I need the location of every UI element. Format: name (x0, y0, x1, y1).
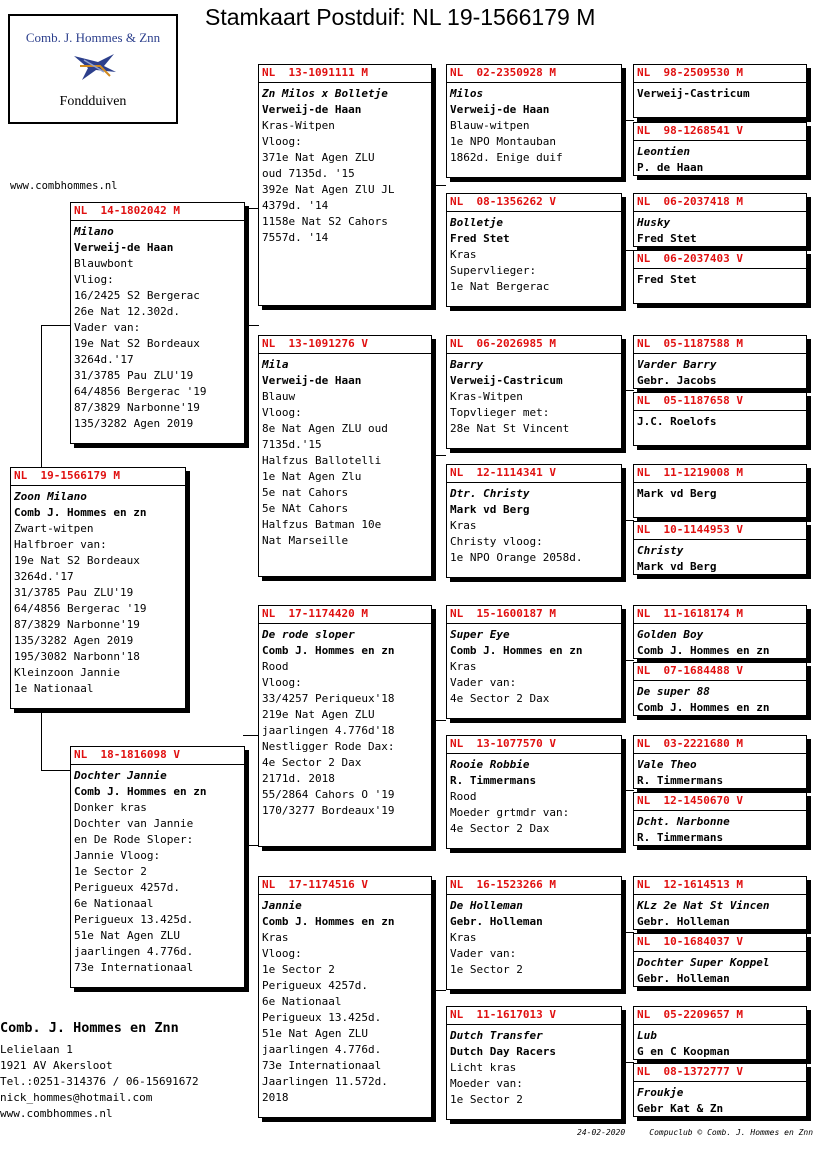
bird-info-line: Perigueux 4257d. (74, 881, 180, 894)
bird-info-line: 7135d.'15 (262, 438, 322, 451)
pedigree-great-grandparent[interactable] (446, 735, 622, 849)
pedigree-gg-grandparent[interactable] (633, 392, 807, 446)
bird-owner: Gebr. Holleman (637, 972, 730, 985)
bird-info-line: 19e Nat S2 Bordeaux (74, 337, 200, 350)
pedigree-gg-grandparent[interactable] (633, 1063, 807, 1117)
bird-info-line: 31/3785 Pau ZLU'19 (74, 369, 194, 382)
connector-line (41, 710, 42, 770)
pedigree-great-grandparent[interactable] (446, 605, 622, 719)
bird-info-line: 1e Sector 2 (262, 963, 335, 976)
pedigree-gg-grandparent[interactable] (633, 1006, 807, 1060)
bird-name: Varder Barry (637, 358, 717, 371)
bird-info-line: 16/2425 S2 Bergerac (74, 289, 200, 302)
bird-name: Vale Theo (637, 758, 697, 771)
address-line: 1921 AV Akersloot (0, 1059, 113, 1072)
bird-name: Dochter Jannie (74, 769, 167, 782)
ring-number: NL 14-1802042 M (71, 203, 244, 221)
bird-owner: Comb J. Hommes en zn (262, 644, 395, 657)
connector-line (41, 325, 42, 470)
bird-name: De rode sloper (262, 628, 355, 641)
bird-owner: G en C Koopman (637, 1045, 730, 1058)
pedigree-gg-grandparent[interactable] (633, 122, 807, 176)
bird-name: Dcht. Narbonne (637, 815, 730, 828)
pedigree-gg-grandparent[interactable] (633, 521, 807, 575)
ring-number: NL 07-1684488 V (634, 663, 806, 681)
ring-number: NL 13-1091111 M (259, 65, 431, 83)
bird-info-line: 4e Sector 2 Dax (450, 822, 550, 835)
bird-info-line: 5e nat Cahors (262, 486, 349, 499)
bird-info-line: 1e Nationaal (14, 682, 94, 695)
pedigree-gg-grandparent[interactable] (633, 662, 807, 716)
bird-info-line: 19e Nat S2 Bordeaux (14, 554, 140, 567)
pedigree-main-bird[interactable] (10, 467, 186, 709)
bird-info-line: Zwart-witpen (14, 522, 94, 535)
owner-name: Comb. J. Hommes en Znn (0, 1020, 179, 1036)
connector-line (620, 520, 634, 521)
bird-info-line: Vader van: (74, 321, 141, 334)
connector-line (430, 185, 446, 186)
ring-number: NL 11-1618174 M (634, 606, 806, 624)
bird-info-line: Donker kras (74, 801, 147, 814)
bird-info-line: 8e Nat Agen ZLU oud (262, 422, 388, 435)
bird-info-line: 1e Sector 2 (450, 963, 523, 976)
bird-info-line: 6e Nationaal (74, 897, 154, 910)
connector-line (41, 770, 71, 771)
bird-info-line: Kras (450, 519, 477, 532)
bird-info-line: en De Rode Sloper: (74, 833, 194, 846)
bird-info-line: jaarlingen 4.776d. (74, 945, 194, 958)
bird-info-line: 4379d. '14 (262, 199, 329, 212)
ring-number: NL 06-2037403 V (634, 251, 806, 269)
connector-line (430, 720, 446, 721)
bird-owner: Verweij-de Haan (262, 374, 362, 387)
bird-info-line: Vloog: (262, 135, 302, 148)
ring-number: NL 08-1372777 V (634, 1064, 806, 1082)
bird-name: Zoon Milano (14, 490, 87, 503)
bird-info-line: 64/4856 Bergerac '19 (14, 602, 147, 615)
bird-info-line: 2171d. 2018 (262, 772, 335, 785)
connector-line (41, 325, 71, 326)
ring-number: NL 05-1187588 M (634, 336, 806, 354)
bird-name: Husky (637, 216, 671, 229)
bird-info-line: 1158e Nat S2 Cahors (262, 215, 388, 228)
bird-info-line: 1e Sector 2 (450, 1093, 523, 1106)
pedigree-grandfather-maternal[interactable] (258, 605, 432, 847)
bird-owner: Fred Stet (450, 232, 510, 245)
ring-number: NL 12-1450670 V (634, 793, 806, 811)
bird-info-line: Kras-Witpen (262, 119, 335, 132)
bird-name: Leontien (637, 145, 690, 158)
bird-info-line: Kras-Witpen (450, 390, 523, 403)
bird-info-line: 3264d.'17 (74, 353, 134, 366)
ring-number: NL 11-1617013 V (447, 1007, 621, 1025)
bird-name: Rooie Robbie (450, 758, 530, 771)
credit: Compuclub © Comb. J. Hommes en Znn (649, 1128, 814, 1137)
bird-info-line: Rood (450, 790, 477, 803)
bird-info-line: 1862d. Enige duif (450, 151, 563, 164)
pedigree-gg-grandparent[interactable] (633, 64, 807, 118)
connector-line (243, 325, 259, 326)
bird-info-line: Nestligger Rode Dax: (262, 740, 395, 753)
connector-line (430, 990, 446, 991)
bird-info-line: Kras (450, 248, 477, 261)
ring-number: NL 15-1600187 M (447, 606, 621, 624)
ring-number: NL 12-1614513 M (634, 877, 806, 895)
ring-number: NL 10-1684037 V (634, 934, 806, 952)
bird-name: Bolletje (450, 216, 503, 229)
bird-info-line: 4e Sector 2 Dax (450, 692, 550, 705)
bird-info-line: Vader van: (450, 947, 517, 960)
bird-info-line: Moeder grtmdr van: (450, 806, 570, 819)
bird-info-line: 371e Nat Agen ZLU (262, 151, 375, 164)
bird-info-line: 1e Sector 2 (74, 865, 147, 878)
bird-info-line: Vloog: (262, 406, 302, 419)
pedigree-gg-grandparent[interactable] (633, 464, 807, 518)
ring-number: NL 11-1219008 M (634, 465, 806, 483)
bird-info-line: Nat Marseille (262, 534, 349, 547)
connector-line (243, 735, 259, 736)
bird-info-line: 135/3282 Agen 2019 (14, 634, 134, 647)
bird-owner: Comb J. Hommes en zn (262, 915, 395, 928)
page-title: Stamkaart Postduif: NL 19-1566179 M (205, 4, 596, 30)
bird-owner: Verweij-Castricum (450, 374, 563, 387)
bird-name: Milano (74, 225, 114, 238)
ring-number: NL 98-2509530 M (634, 65, 806, 83)
bird-info-line: Halfbroer van: (14, 538, 107, 551)
connector-line (620, 120, 634, 121)
pedigree-gg-grandparent[interactable] (633, 876, 807, 930)
bird-info-line: 6e Nationaal (262, 995, 342, 1008)
bird-owner: Dutch Day Racers (450, 1045, 556, 1058)
pedigree-grandmother-maternal[interactable] (258, 876, 432, 1118)
pedigree-gg-grandparent[interactable] (633, 193, 807, 247)
bird-info-line: 33/4257 Periqueux'18 (262, 692, 395, 705)
bird-info-line: 87/3829 Narbonne'19 (74, 401, 200, 414)
pedigree-father[interactable] (70, 202, 245, 444)
bird-info-line: Perigueux 4257d. (262, 979, 368, 992)
bird-owner: J.C. Roelofs (637, 415, 717, 428)
bird-info-line: Christy vloog: (450, 535, 543, 548)
ring-number: NL 03-2221680 M (634, 736, 806, 754)
bird-info-line: 5e NAt Cahors (262, 502, 349, 515)
ring-number: NL 02-2350928 M (447, 65, 621, 83)
bird-info-line: Vliog: (74, 273, 114, 286)
bird-name: De super 88 (637, 685, 710, 698)
bird-info-line: 2018 (262, 1091, 289, 1104)
ring-number: NL 18-1816098 V (71, 747, 244, 765)
bird-name: Zn Milos x Bolletje (262, 87, 388, 100)
bird-info-line: Jannie Vloog: (74, 849, 161, 862)
bird-info-line: 28e Nat St Vincent (450, 422, 570, 435)
connector-line (243, 845, 259, 846)
bird-info-line: Kras (262, 931, 289, 944)
pedigree-gg-grandparent[interactable] (633, 735, 807, 789)
bird-info-line: 55/2864 Cahors O '19 (262, 788, 395, 801)
bird-info-line: 64/4856 Bergerac '19 (74, 385, 207, 398)
bird-owner: Gebr. Holleman (450, 915, 543, 928)
connector-line (620, 660, 634, 661)
bird-info-line: Moeder van: (450, 1077, 523, 1090)
bird-info-line: 7557d. '14 (262, 231, 329, 244)
bird-info-line: jaarlingen 4.776d. (262, 1043, 382, 1056)
bird-name: Golden Boy (637, 628, 704, 641)
bird-info-line: Vloog: (262, 676, 302, 689)
ring-number: NL 05-1187658 V (634, 393, 806, 411)
bird-info-line: 3264d.'17 (14, 570, 74, 583)
pedigree-grandfather-paternal[interactable] (258, 64, 432, 306)
bird-owner: Comb J. Hommes en zn (637, 644, 770, 657)
bird-name: De Holleman (450, 899, 523, 912)
bird-info-line: 51e Nat Agen ZLU (74, 929, 180, 942)
bird-owner: Verweij-de Haan (450, 103, 550, 116)
bird-owner: Mark vd Berg (637, 487, 717, 500)
bird-info-line: Halfzus Batman 10e (262, 518, 382, 531)
contact-block (0, 1020, 199, 1122)
connector-line (620, 1062, 634, 1063)
bird-owner: Verweij-de Haan (262, 103, 362, 116)
bird-name: Super Eye (450, 628, 510, 641)
connector-line (620, 390, 634, 391)
bird-info-line: 26e Nat 12.302d. (74, 305, 180, 318)
ring-number: NL 10-1144953 V (634, 522, 806, 540)
bird-name: Dutch Transfer (450, 1029, 543, 1042)
connector-line (620, 790, 634, 791)
bird-info-line: 87/3829 Narbonne'19 (14, 618, 140, 631)
bird-info-line: Blauw-witpen (450, 119, 530, 132)
ring-number: NL 06-2037418 M (634, 194, 806, 212)
pedigree-gg-grandparent[interactable] (633, 335, 807, 389)
bird-name: Lub (637, 1029, 657, 1042)
email[interactable]: nick_hommes@hotmail.com (0, 1091, 153, 1104)
phone: Tel.:0251-314376 / 06-15691672 (0, 1075, 199, 1088)
bird-info-line: 73e Internationaal (262, 1059, 382, 1072)
connector-line (430, 455, 446, 456)
bird-info-line: Blauw (262, 390, 296, 403)
bird-owner: Comb J. Hommes en zn (74, 785, 207, 798)
bird-owner: Verweij-de Haan (74, 241, 174, 254)
bird-owner: Fred Stet (637, 232, 697, 245)
bird-owner: Comb J. Hommes en zn (637, 701, 770, 714)
bird-info-line: Blauwbont (74, 257, 134, 270)
pedigree-great-grandparent[interactable] (446, 193, 622, 307)
bird-info-line: 1e NPO Orange 2058d. (450, 551, 583, 564)
bird-info-line: jaarlingen 4.776d'18 (262, 724, 395, 737)
bird-owner: Comb J. Hommes en zn (14, 506, 147, 519)
bird-owner: Gebr. Jacobs (637, 374, 717, 387)
bird-info-line: 4e Sector 2 Dax (262, 756, 362, 769)
pedigree-great-grandparent[interactable] (446, 1006, 622, 1120)
bird-name: Froukje (637, 1086, 684, 1099)
connector-line (243, 208, 259, 209)
pedigree-gg-grandparent[interactable] (633, 605, 807, 659)
website[interactable]: www.combhommes.nl (0, 1107, 113, 1120)
pedigree-grandmother-paternal[interactable] (258, 335, 432, 577)
bird-name: KLz 2e Nat St Vincen (637, 899, 770, 912)
ring-number: NL 12-1114341 V (447, 465, 621, 483)
logo (8, 14, 178, 124)
bird-name: Christy (637, 544, 684, 557)
address-line: Lelielaan 1 (0, 1043, 73, 1056)
bird-info-line: Rood (262, 660, 289, 673)
bird-info-line: 73e Internationaal (74, 961, 194, 974)
ring-number: NL 08-1356262 V (447, 194, 621, 212)
bird-info-line: Kleinzoon Jannie (14, 666, 120, 679)
bird-owner: Mark vd Berg (450, 503, 530, 516)
bird-name: Dtr. Christy (450, 487, 530, 500)
bird-name: Jannie (262, 899, 302, 912)
ring-number: NL 16-1523266 M (447, 877, 621, 895)
bird-info-line: Licht kras (450, 1061, 517, 1074)
bird-info-line: Vloog: (262, 947, 302, 960)
ring-number: NL 13-1091276 V (259, 336, 431, 354)
bird-info-line: 195/3082 Narbonn'18 (14, 650, 140, 663)
bird-info-line: Kras (450, 660, 477, 673)
ring-number: NL 17-1174420 M (259, 606, 431, 624)
bird-owner: Fred Stet (637, 273, 697, 286)
bird-name: Dochter Super Koppel (637, 956, 770, 969)
bird-name: Milos (450, 87, 484, 100)
website-top: www.combhommes.nl (10, 180, 118, 192)
bird-info-line: 51e Nat Agen ZLU (262, 1027, 368, 1040)
ring-number: NL 13-1077570 V (447, 736, 621, 754)
bird-info-line: 1e Nat Bergerac (450, 280, 550, 293)
ring-number: NL 98-1268541 V (634, 123, 806, 141)
bird-name: Barry (450, 358, 484, 371)
ring-number: NL 19-1566179 M (11, 468, 185, 486)
bird-info-line: Topvlieger met: (450, 406, 550, 419)
logo-line1: Comb. J. Hommes & Znn (25, 30, 161, 45)
bird-info-line: 392e Nat Agen ZlU JL (262, 183, 395, 196)
bird-info-line: 1e Nat Agen Zlu (262, 470, 362, 483)
pedigree-mother[interactable] (70, 746, 245, 988)
pedigree-gg-grandparent[interactable] (633, 933, 807, 987)
pedigree-gg-grandparent[interactable] (633, 792, 807, 846)
bird-info-line: Jaarlingen 11.572d. (262, 1075, 388, 1088)
bird-owner: Mark vd Berg (637, 560, 717, 573)
bird-info-line: Halfzus Ballotelli (262, 454, 382, 467)
ring-number: NL 17-1174516 V (259, 877, 431, 895)
bird-info-line: 31/3785 Pau ZLU'19 (14, 586, 134, 599)
print-footer (577, 1128, 813, 1137)
bird-info-line: 170/3277 Bordeaux'19 (262, 804, 395, 817)
bird-info-line: 135/3282 Agen 2019 (74, 417, 194, 430)
bird-owner: Comb J. Hommes en zn (450, 644, 583, 657)
bird-owner: R. Timmermans (637, 831, 724, 844)
bird-info-line: Kras (450, 931, 477, 944)
pedigree-great-grandparent[interactable] (446, 335, 622, 449)
bird-info-line: Dochter van Jannie (74, 817, 194, 830)
ring-number: NL 06-2026985 M (447, 336, 621, 354)
bird-info-line: Perigueux 13.425d. (74, 913, 194, 926)
bird-info-line: Supervlieger: (450, 264, 537, 277)
bird-info-line: 1e NPO Montauban (450, 135, 556, 148)
bird-info-line: Perigueux 13.425d. (262, 1011, 382, 1024)
bird-info-line: oud 7135d. '15 (262, 167, 355, 180)
ring-number: NL 05-2209657 M (634, 1007, 806, 1025)
print-date: 24-02-2020 (577, 1128, 626, 1137)
bird-owner: P. de Haan (637, 161, 704, 174)
bird-info-line: Vader van: (450, 676, 517, 689)
logo-line2: Fondduiven (59, 94, 127, 109)
pedigree-gg-grandparent[interactable] (633, 250, 807, 304)
pedigree-great-grandparent[interactable] (446, 64, 622, 178)
bird-owner: R. Timmermans (450, 774, 537, 787)
bird-owner: Gebr. Holleman (637, 915, 730, 928)
pedigree-great-grandparent[interactable] (446, 464, 622, 578)
pigeon-logo-icon (70, 50, 120, 84)
bird-info-line: 219e Nat Agen ZLU (262, 708, 375, 721)
bird-owner: R. Timmermans (637, 774, 724, 787)
pedigree-great-grandparent[interactable] (446, 876, 622, 990)
connector-line (620, 932, 634, 933)
bird-owner: Verweij-Castricum (637, 87, 750, 100)
bird-name: Mila (262, 358, 289, 371)
connector-line (620, 250, 634, 251)
bird-owner: Gebr Kat & Zn (637, 1102, 724, 1115)
